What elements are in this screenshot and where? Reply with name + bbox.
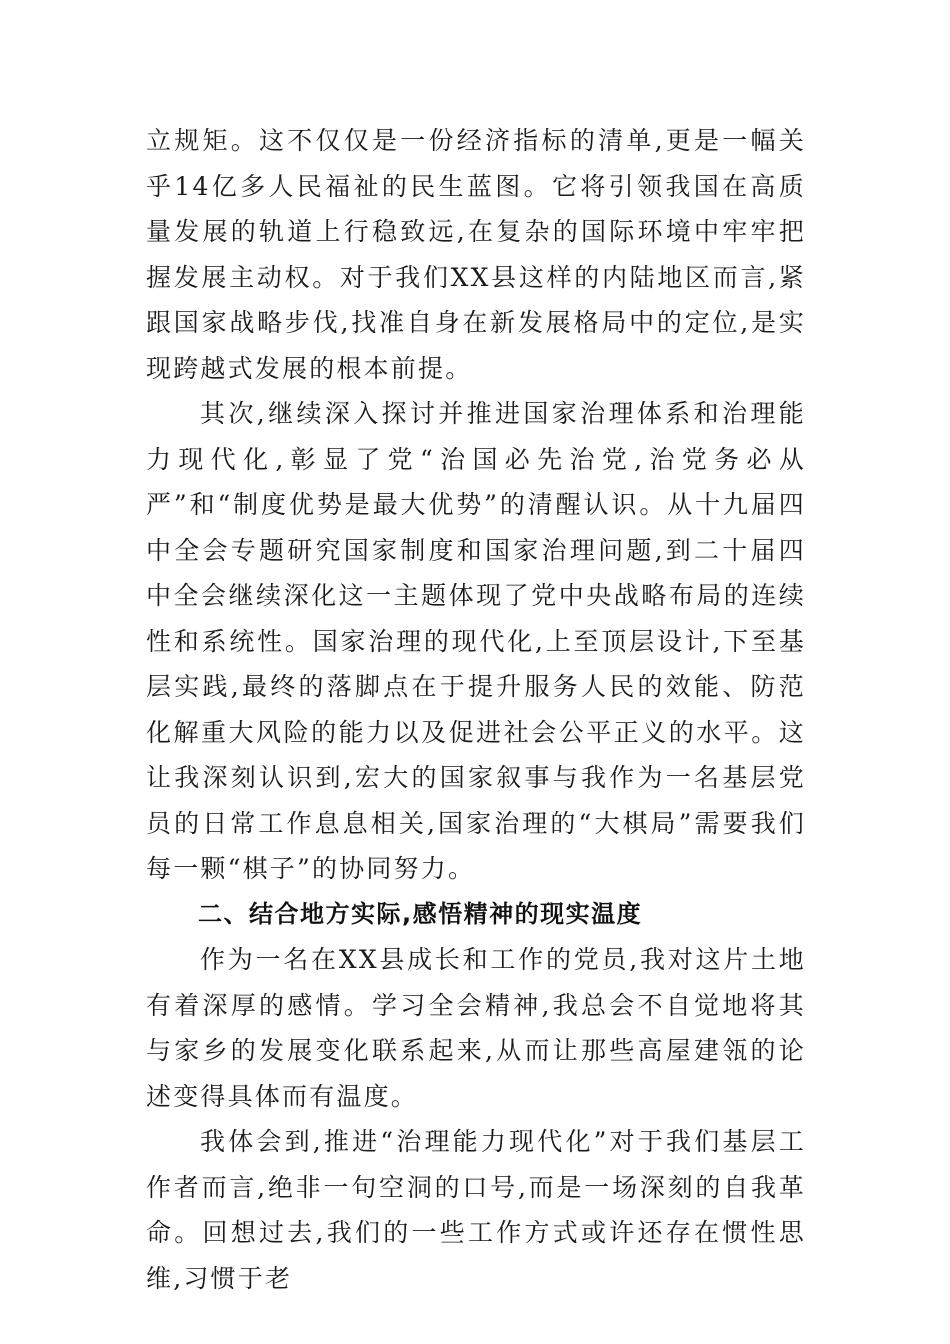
paragraph-local-practice: 作为一名在XX县成长和工作的党员,我对这片土地有着深厚的感情。学习全会精神,我总会不自觉地将其与家乡的发展变化联系起来,从而让那些高屋建瓴的论述变得具体而有温度。: [146, 945, 806, 1111]
paragraph-governance: 其次,继续深入探讨并推进国家治理体系和治理能力现代化,彰显了党“治国必先治党,治党务必从严”和“制度优势是最大优势”的清醒认识。从十九届四中全会专题研究国家制度和国家治理问题,到二十届四中全会继续深化这一主题体现了党中央战略布局的连续性和系统性。国家治理的现代化,上至顶层设计,下至基层实践,最终的落脚点在于提升服务人民的效能、防范化解重大风险的能力以及促进社会公平正义的水平。这让我深刻认识到,宏大的国家叙事与我作为一名基层党员的日常工作息息相关,国家治理的“大棋局”需要我们每一颗“棋子”的协同努力。: [146, 399, 806, 883]
section-heading: 二、结合地方实际,感悟精神的现实温度: [198, 899, 643, 928]
document-body: [146, 118, 806, 1301]
paragraph-self-revolution: 我体会到,推进“治理能力现代化”对于我们基层工作者而言,绝非一句空洞的口号,而是一场深刻的自我革命。回想过去,我们的一些工作方式或许还存在惯性思维,习惯于老: [146, 1127, 806, 1293]
paragraph-continuation: 立规矩。这不仅仅是一份经济指标的清单,更是一幅关乎14亿多人民福祉的民生蓝图。它将引领我国在高质量发展的轨道上行稳致远,在复杂的国际环境中牢牢把握发展主动权。对于我们XX县这样的内陆地区而言,紧跟国家战略步伐,找准自身在新发展格局中的定位,是实现跨越式发展的根本前提。: [146, 126, 806, 383]
